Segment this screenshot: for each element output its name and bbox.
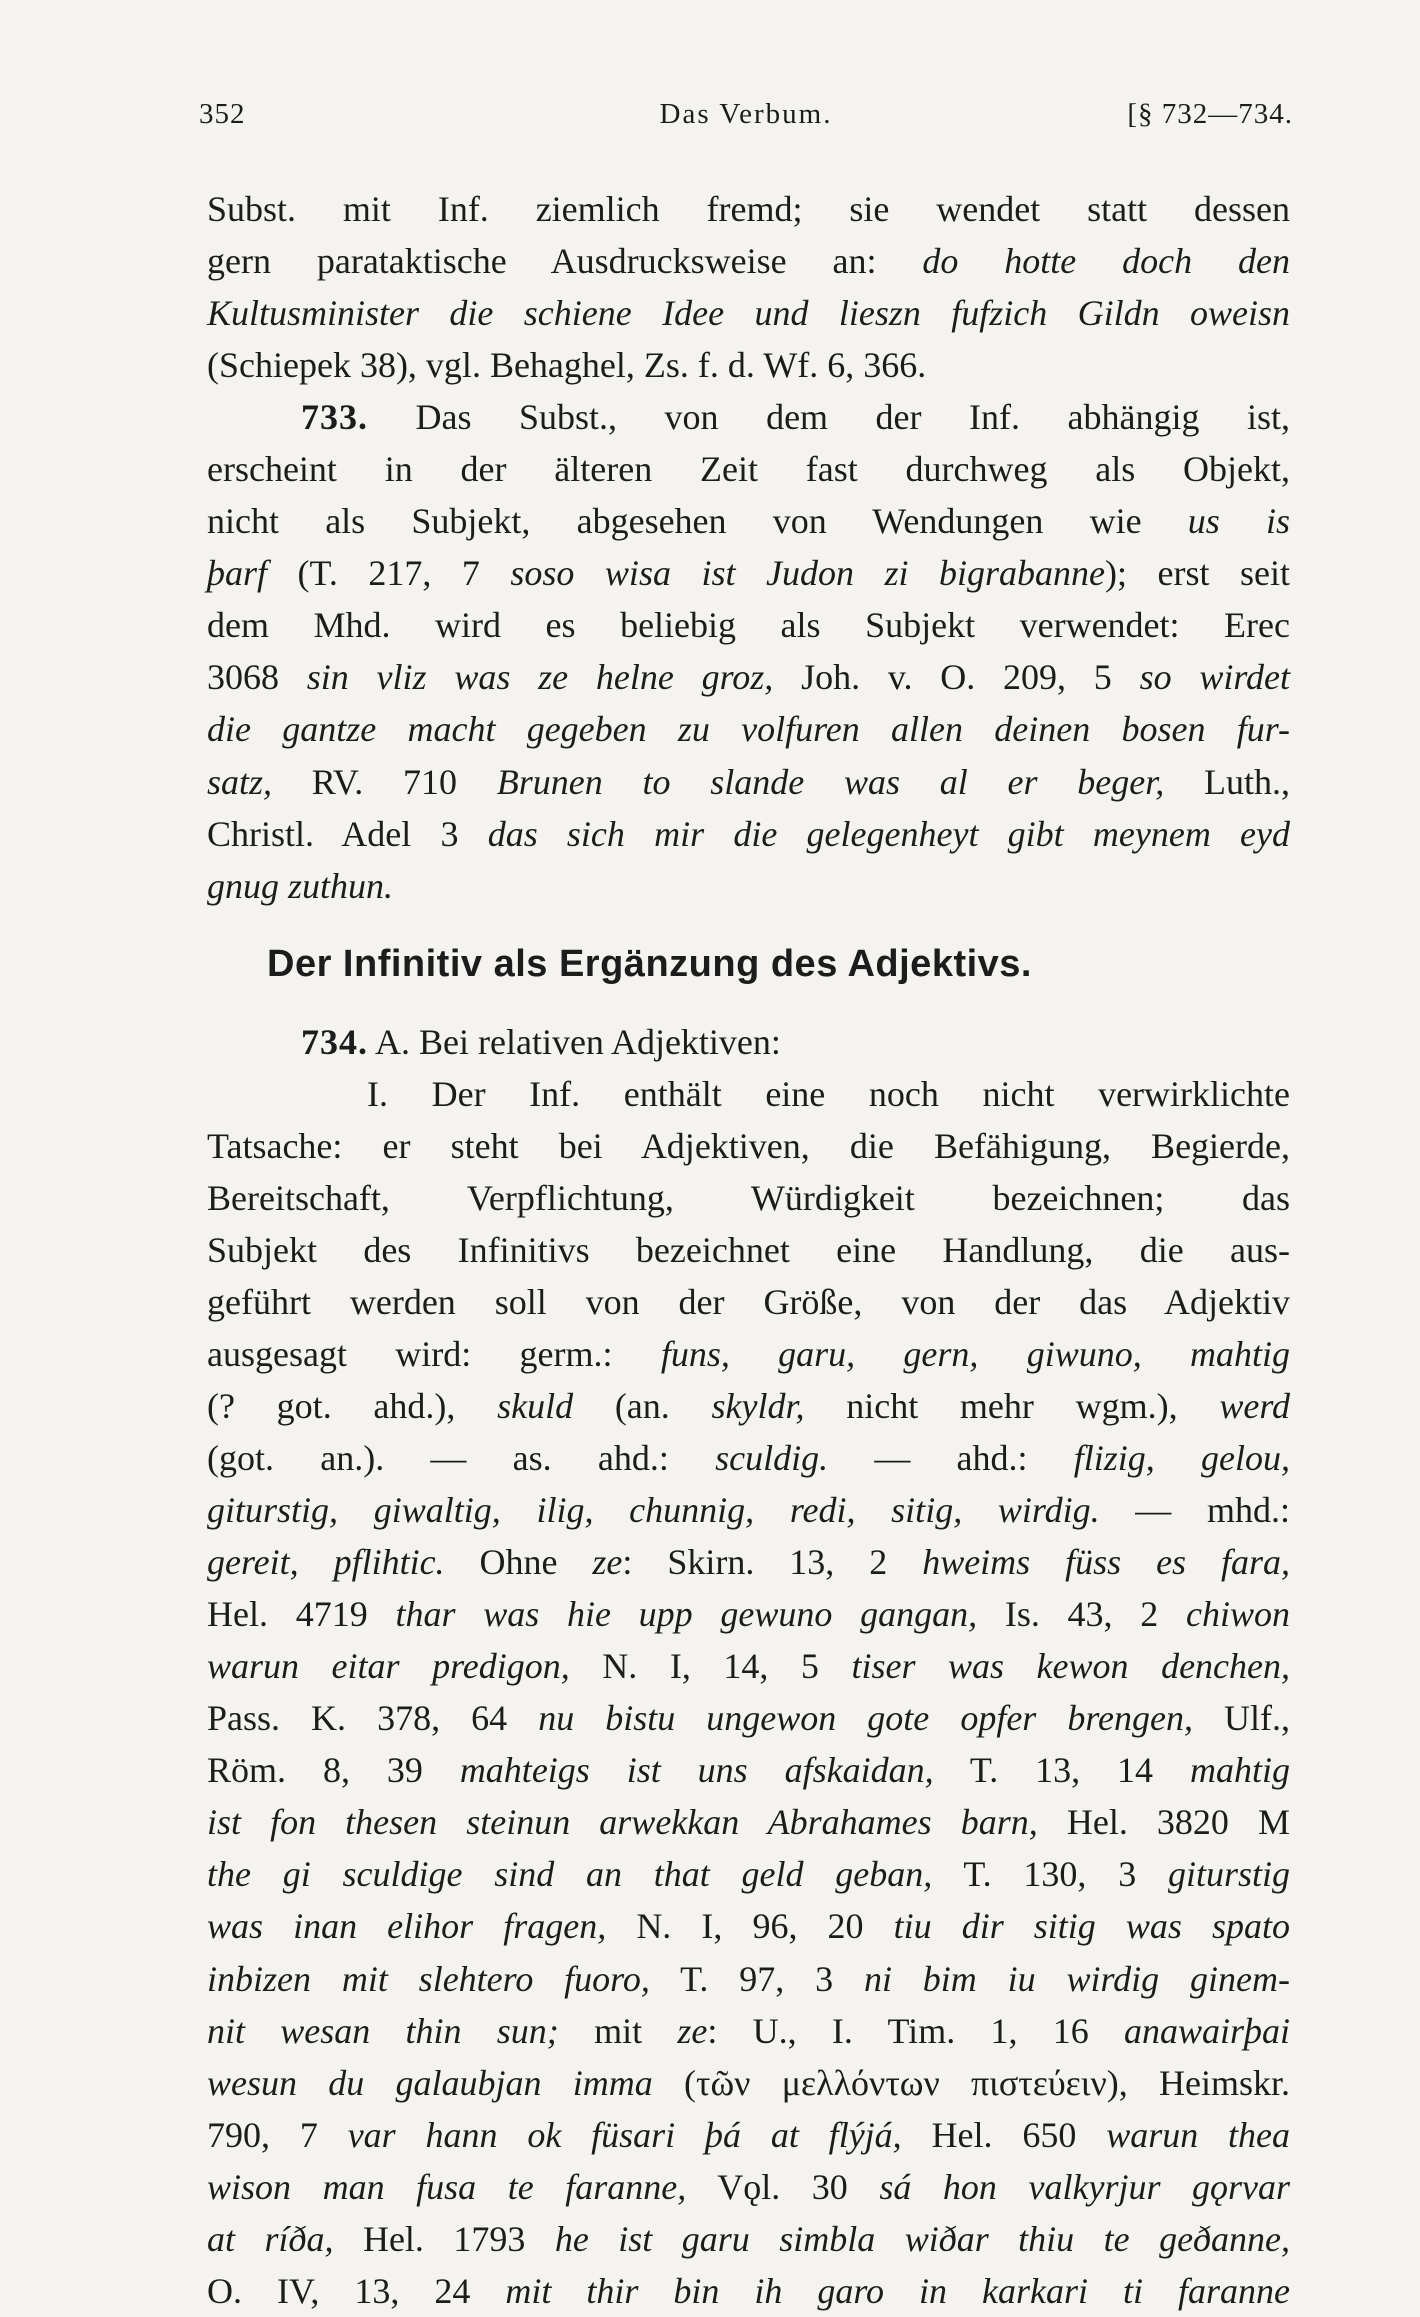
- text-line: (Schiepek 38), vgl. Behaghel, Zs. f. d. Wf. 6, 366.: [207, 345, 927, 386]
- text-line: (got. an.). — as. ahd.: sculdig. — ahd.: flizig, gelou,: [207, 1438, 1291, 1479]
- text-line: wison man fusa te faranne, Vǫl. 30 sá hon valkyrjur gǫrvar: [207, 2166, 1291, 2207]
- section-heading: Der Infinitiv als Ergänzung des Adjektivs.: [267, 942, 1032, 985]
- text-line: Pass. K. 378, 64 nu bistu ungewon gote opfer brengen, Ulf.,: [207, 1698, 1291, 1739]
- main-text: [207, 183, 1290, 2317]
- text-line: giturstig, giwaltig, ilig, chunnig, redi, sitig, wirdig. — mhd.:: [207, 1490, 1290, 1531]
- text-line: ist fon thesen steinun arwekkan Abrahames barn, Hel. 3820 M: [207, 1802, 1291, 1843]
- text-line: Tatsache: er steht bei Adjektiven, die Befähigung, Begierde,: [207, 1125, 1290, 1166]
- text-line: dem Mhd. wird es beliebig als Subjekt verwendet: Erec: [207, 605, 1290, 646]
- text-line: I. Der Inf. enthält eine noch nicht verwirklichte: [367, 1073, 1290, 1114]
- text-line: the gi sculdige sind an that geld geban, T. 130, 3 giturstig: [207, 1854, 1290, 1895]
- text-line: 790, 7 var hann ok füsari þá at flýjá, Hel. 650 warun thea: [207, 2114, 1291, 2155]
- text-line: inbizen mit slehtero fuoro, T. 97, 3 ni bim iu wirdig ginem-: [207, 1958, 1290, 1999]
- text-line: nit wesan thin sun; mit ze: U., I. Tim. 1, 16 anawairþai: [207, 2010, 1291, 2051]
- text-line: die gantze macht gegeben zu volfuren allen deinen bosen fur-: [207, 709, 1290, 750]
- section-range: [§ 732—734.: [1127, 98, 1293, 130]
- text-line: Bereitschaft, Verpflichtung, Würdigkeit bezeichnen; das: [207, 1177, 1290, 1218]
- text-line: wesun du galaubjan imma (τῶν μελλόντων πιστεύειν), Heimskr.: [207, 2062, 1290, 2103]
- text-line: gereit, pflihtic. Ohne ze: Skirn. 13, 2 hweims füss es fara,: [207, 1542, 1291, 1583]
- text-line: Röm. 8, 39 mahteigs ist uns afskaidan, T. 13, 14 mahtig: [207, 1750, 1291, 1791]
- text-line: Kultusminister die schiene Idee und lieszn fufzich Gildn oweisn: [207, 293, 1290, 334]
- text-line: gnug zuthun.: [207, 865, 394, 906]
- text-line: Hel. 4719 thar was hie upp gewuno gangan, Is. 43, 2 chiwon: [207, 1594, 1291, 1635]
- text-line: erscheint in der älteren Zeit fast durchweg als Objekt,: [207, 449, 1290, 490]
- page-number: 352: [199, 98, 246, 130]
- section-733-start: 733. Das Subst., von dem der Inf. abhängig ist,: [301, 397, 1290, 438]
- text-line: ausgesagt wird: germ.: funs, garu, gern, giwuno, mahtig: [207, 1333, 1291, 1374]
- running-title: Das Verbum.: [659, 98, 833, 130]
- text-line: satz, RV. 710 Brunen to slande was al er beger, Luth.,: [207, 761, 1290, 802]
- text-line: nicht als Subjekt, abgesehen von Wendungen wie us is: [207, 501, 1290, 542]
- text-line: 3068 sin vliz was ze helne groz, Joh. v. O. 209, 5 so wirdet: [207, 657, 1291, 698]
- section-number: 733.: [301, 397, 368, 438]
- text-line: þarf (T. 217, 7 soso wisa ist Judon zi bigrabanne); erst seit: [207, 553, 1290, 594]
- text-line: Subjekt des Infinitivs bezeichnet eine Handlung, die aus-: [207, 1229, 1290, 1270]
- section-734-start: 734. A. Bei relativen Adjektiven:: [301, 1021, 781, 1062]
- text-line: Subst. mit Inf. ziemlich fremd; sie wendet statt dessen: [207, 189, 1290, 229]
- text-line: O. IV, 13, 24 mit thir bin ih garo in karkari ti faranne: [207, 2270, 1291, 2311]
- text-line: (? got. ahd.), skuld (an. skyldr, nicht mehr wgm.), werd: [207, 1385, 1290, 1426]
- text-line: warun eitar predigon, N. I, 14, 5 tiser was kewon denchen,: [207, 1646, 1290, 1687]
- text-line: geführt werden soll von der Größe, von der das Adjektiv: [207, 1281, 1290, 1322]
- text-line: was inan elihor fragen, N. I, 96, 20 tiu dir sitig was spato: [207, 1906, 1290, 1947]
- section-number: 734.: [301, 1021, 368, 1062]
- text-line: gern parataktische Ausdrucksweise an: do hotte doch den: [207, 241, 1290, 282]
- text-line: at ríða, Hel. 1793 he ist garu simbla wiðar thiu te geðanne,: [207, 2218, 1291, 2259]
- text-line: Christl. Adel 3 das sich mir die gelegenheyt gibt meynem eyd: [207, 813, 1291, 854]
